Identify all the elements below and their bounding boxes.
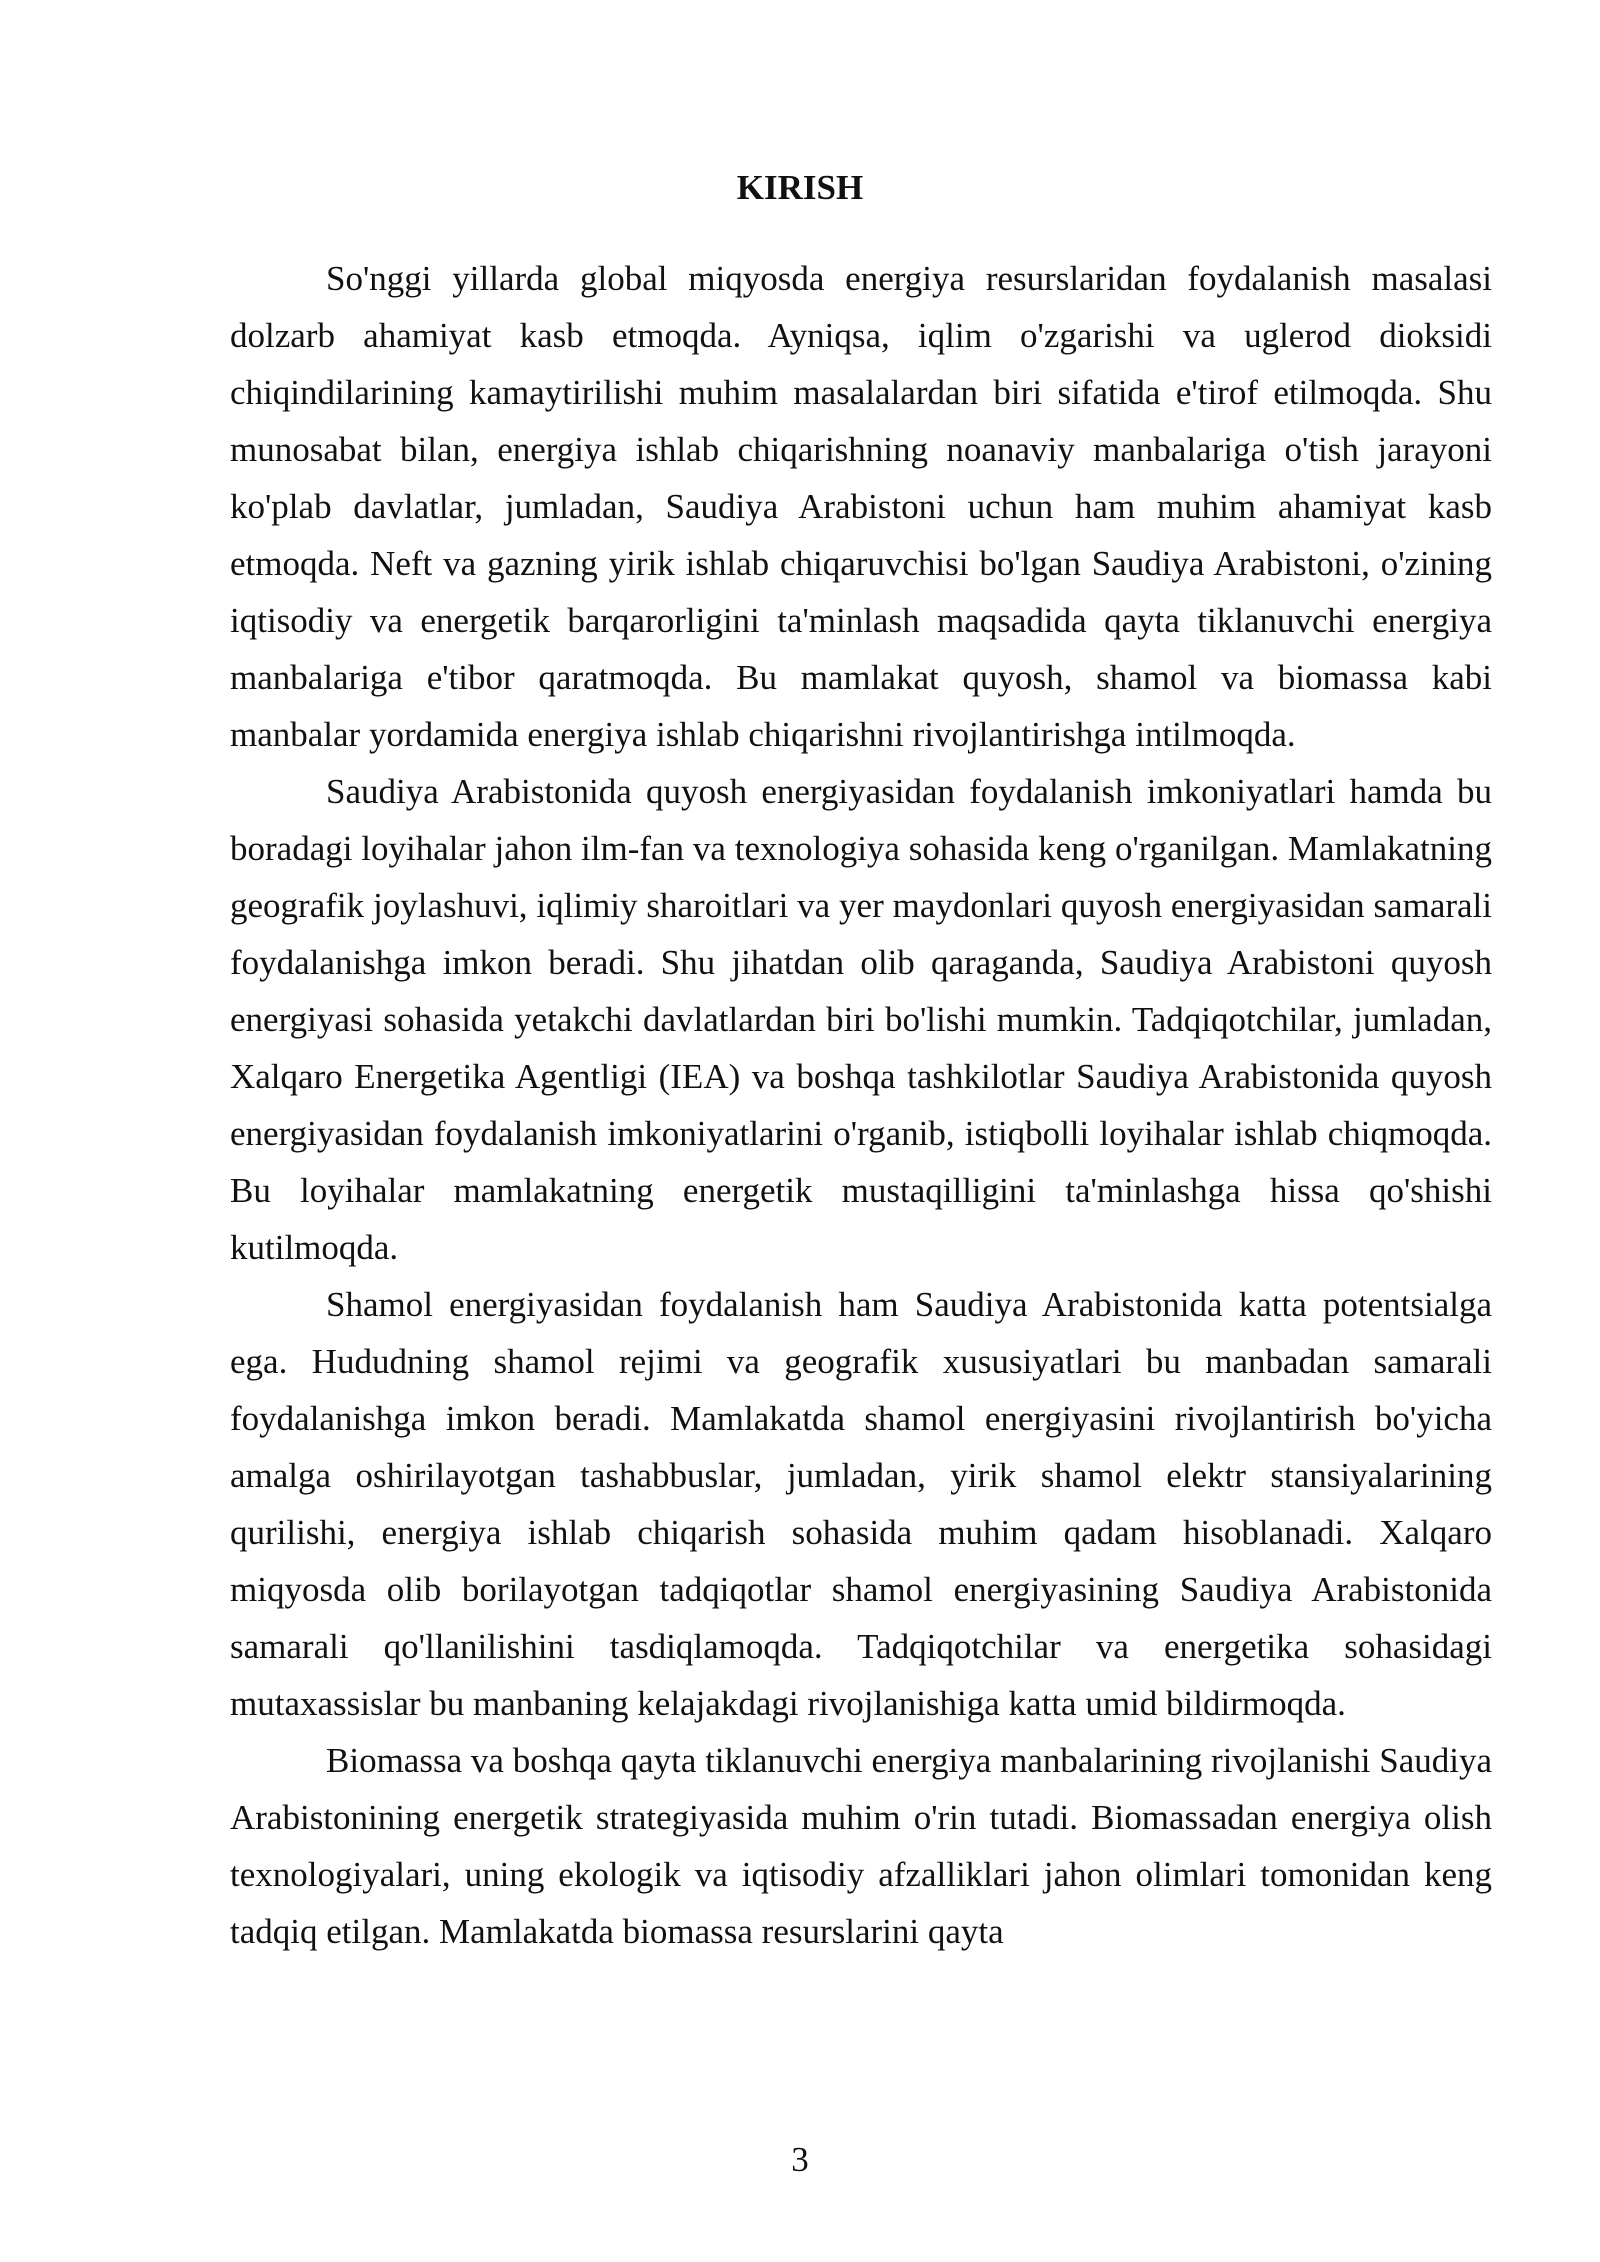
- page-number: 3: [791, 2140, 809, 2179]
- body-text: [230, 250, 1492, 1960]
- paragraph-biomass: Biomassa va boshqa qayta tiklanuvchi energiya manbalarining rivojlanishi Saudiya Arabistonining energetik strategiyasida muhim o'rin tutadi. Biomassadan energiya olish texnologiyalari, uning ekologik va iqtisodiy afzalliklari jahon olimlari tomonidan keng tadqiq etilgan. Mamlakatda biomassa resurslarini qayta: [230, 1741, 1492, 1951]
- paragraph-intro: So'nggi yillarda global miqyosda energiya resurslaridan foydalanish masalasi dolzarb ahamiyat kasb etmoqda. Ayniqsa, iqlim o'zgarishi va uglerod dioksidi chiqindilarining kamaytirilishi muhim masalalardan biri sifatida e'tirof etilmoqda. Shu munosabat bilan, energiya ishlab chiqarishning noanaviy manbalariga o'tish jarayoni ko'plab davlatlar, jumladan, Saudiya Arabistoni uchun ham muhim ahamiyat kasb etmoqda. Neft va gazning yirik ishlab chiqaruvchisi bo'lgan Saudiya Arabistoni, o'zining iqtisodiy va energetik barqarorligini ta'minlash maqsadida qayta tiklanuvchi energiya manbalariga e'tibor qaratmoqda. Bu mamlakat quyosh, shamol va biomassa kabi manbalar yordamida energiya ishlab chiqarishni rivojlantirishga intilmoqda.: [230, 259, 1492, 754]
- paragraph-solar: Saudiya Arabistonida quyosh energiyasidan foydalanish imkoniyatlari hamda bu boradagi loyihalar jahon ilm-fan va texnologiya sohasida keng o'rganilgan. Mamlakatning geografik joylashuvi, iqlimiy sharoitlari va yer maydonlari quyosh energiyasidan samarali foydalanishga imkon beradi. Shu jihatdan olib qaraganda, Saudiya Arabistoni quyosh energiyasi sohasida yetakchi davlatlardan biri bo'lishi mumkin. Tadqiqotchilar, jumladan, Xalqaro Energetika Agentligi (IEA) va boshqa tashkilotlar Saudiya Arabistonida quyosh energiyasidan foydalanish imkoniyatlarini o'rganib, istiqbolli loyihalar ishlab chiqmoqda. Bu loyihalar mamlakatning energetik mustaqilligini ta'minlashga hissa qo'shishi kutilmoqda.: [230, 772, 1492, 1267]
- section-heading: KIRISH: [736, 168, 864, 207]
- paragraph-wind: Shamol energiyasidan foydalanish ham Saudiya Arabistonida katta potentsialga ega. Hududning shamol rejimi va geografik xususiyatlari bu manbadan samarali foydalanishga imkon beradi. Mamlakatda shamol energiyasini rivojlantirish bo'yicha amalga oshirilayotgan tashabbuslar, jumladan, yirik shamol elektr stansiyalarining qurilishi, energiya ishlab chiqarish sohasida muhim qadam hisoblanadi. Xalqaro miqyosda olib borilayotgan tadqiqotlar shamol energiyasining Saudiya Arabistonida samarali qo'llanilishini tasdiqlamoqda. Tadqiqotchilar va energetika sohasidagi mutaxassislar bu manbaning kelajakdagi rivojlanishiga katta umid bildirmoqda.: [230, 1285, 1492, 1723]
